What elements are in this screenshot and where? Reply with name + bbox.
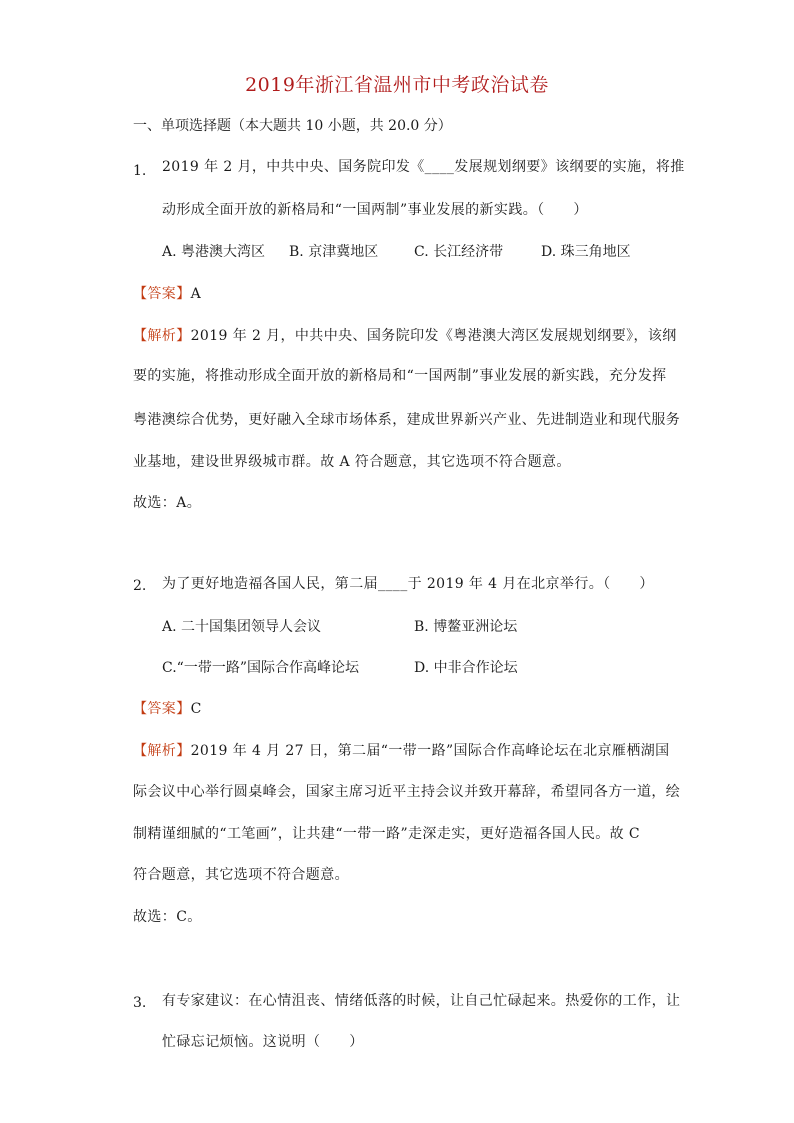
question-1-text-line-2: 动形成全面开放的新格局和“一国两制”事业发展的新实践。（ ） xyxy=(162,202,588,218)
question-2-chosen: 故选：C。 xyxy=(133,909,202,925)
question-2-analysis-text-1: 2019 年 4 月 27 日，第二届“一带一路”国际合作高峰论坛在北京雁栖湖国 xyxy=(190,743,670,759)
question-1-number: 1. xyxy=(133,163,147,179)
question-2-text-line-1: 为了更好地造福各国人民，第二届____于 2019 年 4 月在北京举行。（ ） xyxy=(162,576,654,592)
question-1-option-a: A. 粤港澳大湾区 xyxy=(162,244,266,260)
question-1-analysis-line-4: 业基地，建设世界级城市群。故 A 符合题意，其它选项不符合题意。 xyxy=(133,454,571,470)
question-2-analysis-line-4: 符合题意，其它选项不符合题意。 xyxy=(133,867,349,883)
question-1-analysis-line-1 xyxy=(133,325,677,345)
question-1-analysis-line-2: 要的实施，将推动形成全面开放的新格局和“一国两制”事业发展的新实践，充分发挥 xyxy=(133,368,667,384)
question-1-chosen: 故选：A。 xyxy=(133,495,202,511)
question-1-option-c: C. 长江经济带 xyxy=(414,244,504,260)
question-2-answer-value: C xyxy=(190,701,202,717)
analysis-tag: 【解析】 xyxy=(133,328,191,344)
page-title: 2019年浙江省温州市中考政治试卷 xyxy=(245,74,549,96)
question-1-analysis-text-1: 2019 年 2 月，中共中央、国务院印发《粤港澳大湾区发展规划纲要》，该纲 xyxy=(190,328,677,344)
question-3-number: 3. xyxy=(133,995,147,1011)
question-2-answer xyxy=(133,698,202,718)
question-2-option-a: A. 二十国集团领导人会议 xyxy=(162,619,322,635)
question-2-option-d: D. 中非合作论坛 xyxy=(414,660,518,676)
question-1-answer xyxy=(133,283,201,303)
question-2-number: 2. xyxy=(133,578,147,594)
analysis-tag: 【解析】 xyxy=(133,743,191,759)
question-2-analysis-line-2: 际会议中心举行圆桌峰会，国家主席习近平主持会议并致开幕辞，希望同各方一道，绘 xyxy=(133,784,681,800)
question-1-text-line-1: 2019 年 2 月，中共中央、国务院印发《____发展规划纲要》该纲要的实施，将推 xyxy=(162,159,685,175)
question-3-text-line-2: 忙碌忘记烦恼。这说明（ ） xyxy=(162,1034,364,1050)
question-2-analysis-line-1 xyxy=(133,740,670,760)
question-2-analysis-line-3: 制精谨细腻的“工笔画”，让共建“一带一路”走深走实，更好造福各国人民。故 C xyxy=(133,826,640,842)
answer-tag: 【答案】 xyxy=(133,286,191,302)
question-1-option-d: D. 珠三角地区 xyxy=(541,244,631,260)
question-1-answer-value: A xyxy=(190,286,202,302)
question-2-option-c: C.“一带一路”国际合作高峰论坛 xyxy=(162,660,359,676)
question-2-option-b: B. 博鳌亚洲论坛 xyxy=(414,619,518,635)
question-1-analysis-line-3: 粤港澳综合优势，更好融入全球市场体系，建成世界新兴产业、先进制造业和现代服务 xyxy=(133,412,681,428)
section-heading: 一、单项选择题（本大题共 10 小题，共 20.0 分） xyxy=(133,118,452,134)
answer-tag: 【答案】 xyxy=(133,701,191,717)
question-3-text-line-1: 有专家建议：在心情沮丧、情绪低落的时候，让自己忙碌起来。热爱你的工作，让 xyxy=(162,993,681,1009)
question-1-option-b: B. 京津冀地区 xyxy=(289,244,379,260)
